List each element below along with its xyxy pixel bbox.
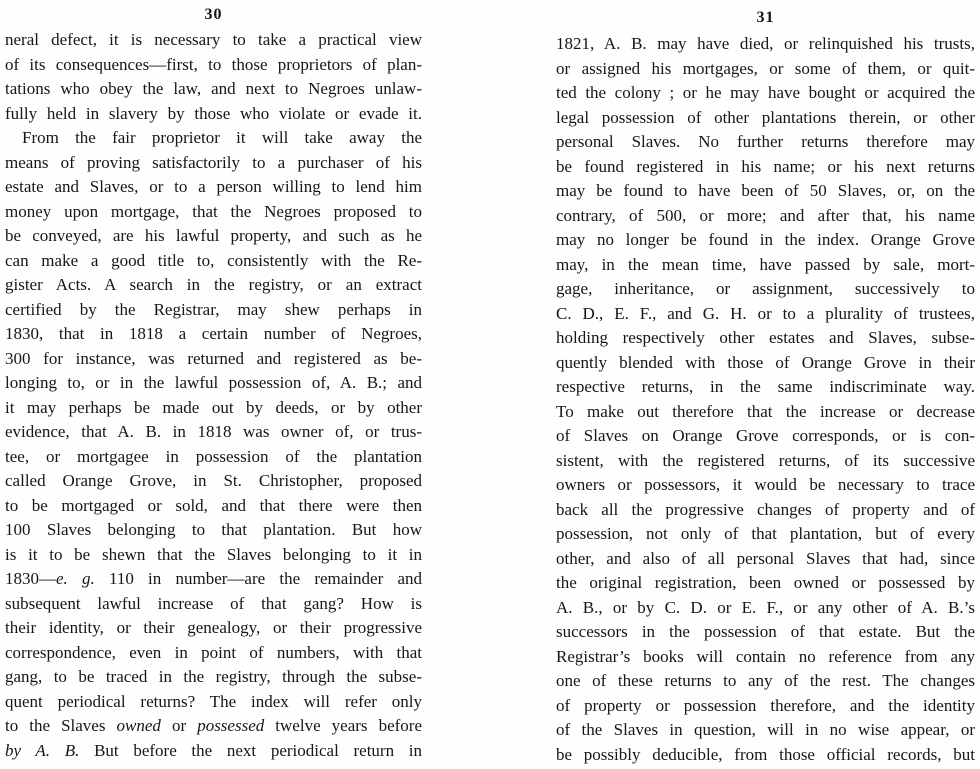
page-text-right [556, 32, 975, 767]
text-line [5, 616, 422, 641]
text-line [556, 228, 975, 253]
text-line [5, 543, 422, 568]
text-segment: to the Slaves [5, 716, 117, 735]
text-line [5, 739, 422, 764]
text-segment: estate and Slaves, or to a person willing to lend him [5, 177, 422, 196]
text-line [556, 81, 975, 106]
page-31 [490, 0, 980, 769]
text-line [5, 396, 422, 421]
text-segment: gang, to be traced in the registry, through the subse- [5, 667, 422, 686]
text-segment: money upon mortgage, that the Negroes proposed to [5, 201, 422, 221]
text-segment: successors in the possession of that estate. But the [556, 622, 975, 641]
text-segment: To make out therefore that the increase or decrease [556, 401, 975, 421]
text-line [556, 522, 975, 547]
text-segment: 100 Slaves belonging to that plantation. But how [5, 520, 422, 539]
text-line [556, 645, 975, 670]
text-segment: be found registered in his name; or his next returns [556, 156, 975, 176]
text-segment: A. B., or by C. D. or E. F., or any other of A. B.’s [556, 597, 975, 617]
text-segment: means of proving satisfactorily to a purchaser of his [5, 152, 422, 172]
text-segment: 1830, that in 1818 a certain number of Negroes, [5, 324, 422, 343]
text-segment: one of these returns to any of the rest. The changes [556, 671, 975, 690]
text-line [5, 151, 422, 176]
text-segment: of the Slaves in question, will in no wise appear, or [556, 720, 975, 739]
text-line [556, 326, 975, 351]
text-line [556, 743, 975, 768]
text-line [5, 347, 422, 372]
text-segment: certified by the Registrar, may shew perhaps in [5, 299, 422, 319]
text-line [5, 567, 422, 592]
text-segment: ted the colony ; or he may have bought or acquired the [556, 83, 975, 102]
text-line [5, 175, 422, 200]
text-segment: longing to, or in the lawful possession of, A. B.; and [5, 373, 422, 392]
text-line [5, 273, 422, 298]
text-segment: 110 in number—are the remainder and [94, 569, 423, 588]
text-segment: holding respectively other estates and Slaves, subse- [556, 328, 975, 347]
text-line [5, 322, 422, 347]
text-line [556, 547, 975, 572]
text-line [5, 200, 422, 225]
text-segment: tee, or mortgagee in possession of the plantation [5, 446, 422, 466]
text-line [556, 718, 975, 743]
text-line [556, 694, 975, 719]
text-segment: of property or possession therefore, and the identity [556, 695, 975, 715]
text-line [5, 298, 422, 323]
text-segment: other, and also of all personal Slaves that had, since [556, 548, 975, 568]
text-segment: it may perhaps be made out by deeds, or by other [5, 397, 422, 417]
italic-text-segment: by A. B. [5, 740, 80, 760]
text-segment: C. D., E. F., and G. H. or to a plurality of trustees, [556, 303, 975, 323]
text-line [556, 32, 975, 57]
text-line [556, 106, 975, 131]
text-line [556, 130, 975, 155]
text-line [556, 571, 975, 596]
text-line [5, 102, 422, 127]
text-line [556, 351, 975, 376]
text-line [5, 469, 422, 494]
text-line [556, 253, 975, 278]
text-segment: back all the progressive changes of property and of [556, 499, 975, 519]
italic-text-segment: e. g. [56, 569, 95, 588]
text-segment: may be found to have been of 50 Slaves, or, on the [556, 181, 975, 200]
text-line [556, 277, 975, 302]
text-line [556, 400, 975, 425]
text-segment: From the fair proprietor it will take away the [22, 128, 422, 147]
text-line [5, 714, 422, 739]
text-segment: be conveyed, are his lawful property, and such as he [5, 226, 422, 245]
text-segment: can make a good title to, consistently with the Re- [5, 250, 422, 270]
text-line [556, 620, 975, 645]
text-line [5, 494, 422, 519]
text-segment: neral defect, it is necessary to take a practical view [5, 30, 422, 49]
text-line [5, 665, 422, 690]
text-segment: of its consequences—first, to those proprietors of plan- [5, 54, 422, 74]
text-segment: is it to be shewn that the Slaves belonging to it in [5, 544, 422, 564]
text-line [556, 302, 975, 327]
text-segment: Registrar’s books will contain no reference from any [556, 646, 975, 666]
text-segment: legal possession of other plantations therein, or other [556, 107, 975, 127]
text-segment: gage, inheritance, or assignment, successively to [556, 279, 975, 298]
italic-text-segment: possessed [197, 716, 265, 735]
text-segment: tations who obey the law, and next to Negroes unlaw- [5, 79, 422, 98]
text-segment: may no longer be found in the index. Orange Grove [556, 230, 975, 249]
page-text-left [5, 28, 422, 763]
text-segment: contrary, of 500, or more; and after that, his name [556, 205, 975, 225]
text-segment: possession, not only of that plantation, but of every [556, 524, 975, 543]
text-segment: personal Slaves. No further returns therefore may [556, 132, 975, 151]
text-segment: respective returns, in the same indiscriminate way. [556, 377, 975, 396]
text-line [5, 690, 422, 715]
text-line [556, 375, 975, 400]
text-segment: or assigned his mortgages, or some of them, or quit- [556, 58, 975, 78]
text-segment: evidence, that A. B. in 1818 was owner of, or trus- [5, 422, 422, 441]
text-segment: subsequent lawful increase of that gang? How is [5, 593, 422, 613]
text-line [556, 155, 975, 180]
text-line [5, 53, 422, 78]
text-line [5, 420, 422, 445]
text-segment: quently blended with those of Orange Grove in their [556, 352, 975, 372]
text-segment: fully held in slavery by those who violate or evade it. [5, 103, 422, 123]
text-line [556, 498, 975, 523]
text-line [5, 445, 422, 470]
text-segment: gister Acts. A search in the registry, or an extract [5, 275, 422, 294]
text-line [5, 518, 422, 543]
text-segment: may, in the mean time, have passed by sale, mort- [556, 254, 975, 274]
text-line [556, 424, 975, 449]
text-segment: twelve years before [264, 716, 422, 735]
text-line [5, 224, 422, 249]
text-line [556, 57, 975, 82]
text-segment: the original registration, been owned or possessed by [556, 573, 975, 592]
page-number-left: 30 [204, 6, 223, 23]
text-line [5, 371, 422, 396]
text-line [556, 449, 975, 474]
text-segment: be possibly deducible, from those official records, but [556, 744, 975, 764]
text-segment: owners or possessors, it would be necessary to trace [556, 475, 975, 494]
text-line [5, 126, 422, 151]
text-segment: of Slaves on Orange Grove corresponds, or is con- [556, 426, 975, 445]
text-line [556, 596, 975, 621]
text-segment: their identity, or their genealogy, or their progressive [5, 618, 422, 637]
text-line [556, 473, 975, 498]
text-line [5, 77, 422, 102]
page-number-right: 31 [756, 9, 775, 26]
text-segment: called Orange Grove, in St. Christopher, proposed [5, 471, 422, 490]
text-segment: correspondence, even in point of numbers, with that [5, 642, 422, 662]
text-segment: 300 for instance, was returned and registered as be- [5, 348, 422, 368]
text-segment: quent periodical returns? The index will refer only [5, 691, 422, 711]
text-segment: sistent, with the registered returns, of its successive [556, 450, 975, 470]
text-line [5, 641, 422, 666]
text-segment: or [160, 716, 198, 735]
text-line [5, 592, 422, 617]
text-line [5, 249, 422, 274]
text-line [556, 669, 975, 694]
text-line [556, 204, 975, 229]
italic-text-segment: owned [116, 716, 161, 735]
text-segment: But before the next periodical return in [79, 740, 422, 760]
text-line [556, 179, 975, 204]
text-line [5, 28, 422, 53]
text-segment: to be mortgaged or sold, and that there were then [5, 495, 422, 515]
text-segment: 1830— [5, 569, 56, 588]
text-segment: 1821, A. B. may have died, or relinquished his trusts, [556, 34, 975, 53]
